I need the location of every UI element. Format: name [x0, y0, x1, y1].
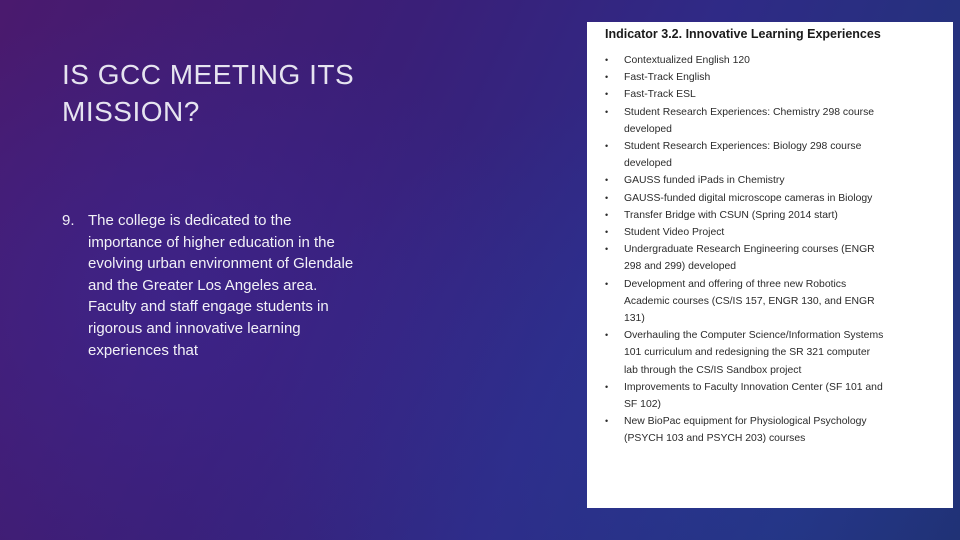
list-item [601, 327, 953, 379]
bullet-icon: • [605, 209, 609, 220]
list-item-text: Student Research Experiences: Chemistry 298 course developed [624, 106, 875, 135]
bullet-icon: • [605, 227, 609, 238]
list-item-text: Student Video Project [624, 227, 725, 239]
bullet-icon: • [605, 89, 609, 100]
mission-number: 9. [62, 212, 75, 229]
list-item-text: Overhauling the Computer Science/Information Systems 101 curriculum and redesigning the SR 321 computer lab through the CS/IS Sandbox project [624, 330, 884, 376]
list-item-text: Student Research Experiences: Biology 298 course developed [624, 141, 862, 170]
list-item-text: Fast-Track ESL [624, 89, 696, 101]
bullet-icon: • [605, 278, 609, 289]
mission-text: The college is dedicated to the importance of higher education in the evolving urban environment of Glendale and the Greater Los Angeles area. Faculty and staff engage students in rigorous and innovative learning experiences that [88, 212, 354, 359]
list-item [601, 207, 953, 224]
bullet-icon: • [605, 72, 609, 83]
list-item [601, 86, 953, 103]
slide-title: IS GCC MEETING ITS MISSION? [62, 59, 355, 127]
mission-statement [62, 210, 362, 361]
bullet-icon: • [605, 244, 609, 255]
list-item [601, 276, 953, 328]
list-item [601, 52, 953, 69]
list-item-text: Contextualized English 120 [624, 55, 750, 66]
list-item-text: Improvements to Faculty Innovation Center (SF 101 and SF 102) [624, 381, 883, 411]
list-item-text: Undergraduate Research Engineering courses (ENGR 298 and 299) developed [624, 244, 875, 273]
indicator-title: Indicator 3.2. Innovative Learning Experiences [605, 27, 881, 41]
bullet-icon: • [605, 141, 609, 152]
bullet-icon: • [605, 330, 609, 341]
bullet-icon: • [605, 106, 609, 117]
list-item [601, 190, 953, 207]
bullet-icon: • [605, 192, 609, 203]
list-item [601, 172, 953, 189]
list-item-text: New BioPac equipment for Physiological Psychology (PSYCH 103 and PSYCH 203) courses [624, 416, 867, 445]
bullet-icon: • [605, 55, 609, 65]
list-item-text: GAUSS funded iPads in Chemistry [624, 175, 785, 187]
bullet-icon: • [605, 175, 609, 186]
list-item [601, 224, 953, 241]
indicator-panel [587, 22, 953, 508]
list-item [601, 241, 953, 275]
bullet-icon: • [605, 416, 609, 427]
bullet-icon: • [605, 381, 609, 392]
list-item [601, 104, 953, 138]
list-item-text: Development and offering of three new Robotics Academic courses (CS/IS 157, ENGR 130, and ENGR 131) [624, 278, 875, 325]
list-item-text: Transfer Bridge with CSUN (Spring 2014 start) [624, 209, 838, 221]
list-item [601, 138, 953, 172]
list-item [601, 69, 953, 86]
list-item-text: Fast-Track English [624, 72, 711, 84]
list-item [601, 379, 953, 413]
list-item-text: GAUSS-funded digital microscope cameras in Biology [624, 192, 873, 204]
indicator-list [601, 52, 953, 448]
list-item [601, 413, 953, 447]
